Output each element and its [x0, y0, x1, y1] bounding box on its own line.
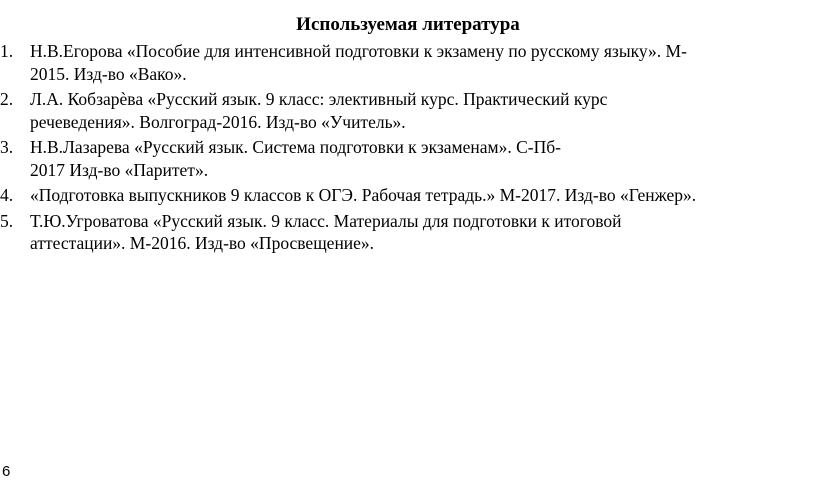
reference-text-line: аттестации». М-2016. Изд-во «Просвещение».	[30, 233, 375, 253]
list-item	[0, 136, 800, 181]
reference-text-line: Н.В.Егорова «Пособие для интенсивной подготовки к экзамену по русскому языку». М-	[30, 41, 687, 61]
item-number: 2.	[0, 89, 14, 109]
item-number: 3.	[0, 137, 14, 157]
list-item	[0, 210, 800, 255]
item-number: 1.	[0, 41, 14, 61]
reference-text-line: 2017 Изд-во «Паритет».	[30, 159, 209, 180]
item-number: 5.	[0, 210, 14, 231]
reference-list	[0, 40, 800, 258]
reference-text-line: «Подготовка выпускников 9 классов к ОГЭ. Рабочая тетрадь.» М-2017. Изд-во «Генжер».	[30, 185, 697, 205]
reference-text-line: 2015. Изд-во «Вако».	[30, 63, 187, 84]
page-number: 6	[2, 463, 11, 480]
list-item	[0, 184, 800, 207]
reference-text-line: Н.В.Лазарева «Русский язык. Система подготовки к экзаменам». С-Пб-	[30, 137, 561, 157]
item-number: 4.	[0, 185, 14, 205]
reference-text-line: Л.А. Кобзарѐва «Русский язык. 9 класс: элективный курс. Практический курс	[30, 89, 608, 109]
list-item	[0, 40, 800, 85]
reference-text-line: Т.Ю.Угроватова «Русский язык. 9 класс. Материалы для подготовки к итоговой	[30, 210, 622, 231]
page-title: Используемая литература	[296, 14, 520, 35]
reference-text-line: речеведения». Волгоград-2016. Изд-во «Учитель».	[30, 111, 406, 132]
list-item	[0, 88, 800, 133]
